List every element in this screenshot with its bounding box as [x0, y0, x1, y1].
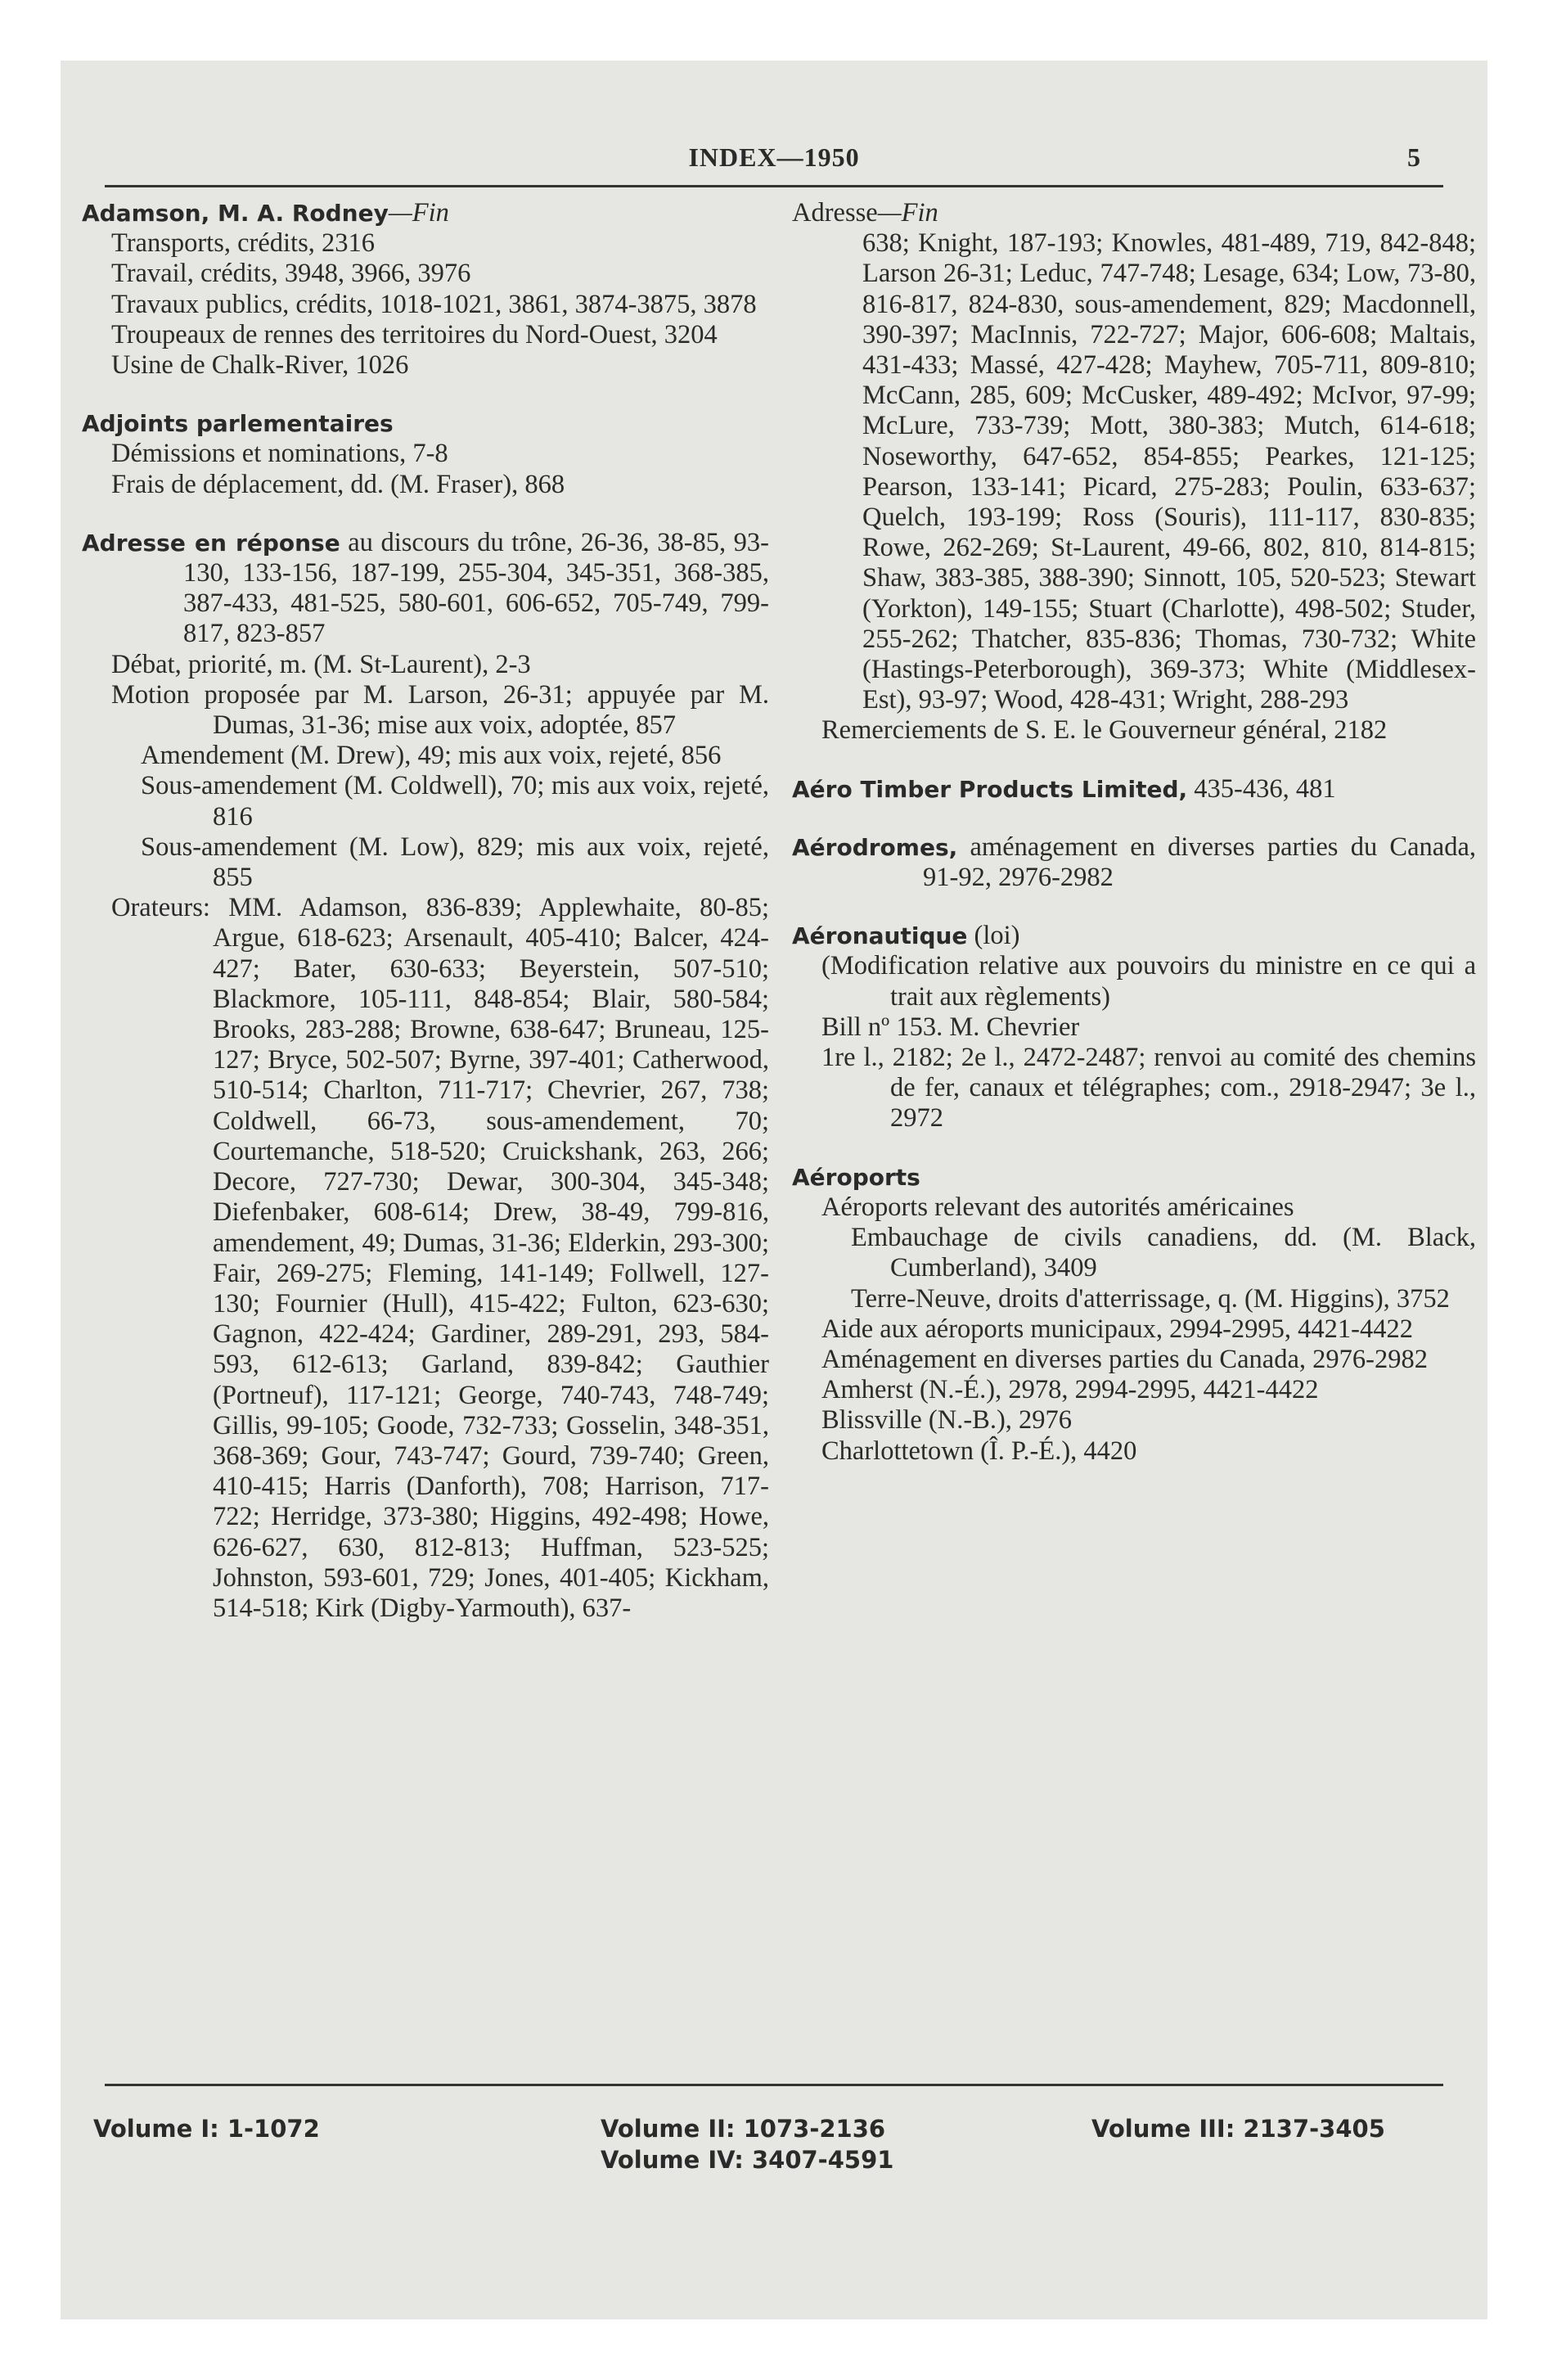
entry-text: (loi): [967, 921, 1020, 951]
index-entry-adamson: [82, 198, 769, 381]
entry-fin: —Fin: [877, 198, 938, 228]
entry-heading: Adresse: [792, 198, 878, 228]
index-page: [61, 61, 1487, 2319]
running-head: INDEX—1950: [688, 142, 860, 172]
sub-entry: Frais de déplacement, dd. (M. Fraser), 868: [111, 469, 565, 499]
sub-entry: Amherst (N.-É.), 2978, 2994-2995, 4421-4422: [821, 1375, 1319, 1405]
sub-entry: Démissions et nominations, 7-8: [111, 439, 448, 469]
index-entry-aeroports: [792, 1162, 1476, 1467]
entry-fin: —Fin: [388, 198, 449, 228]
sub-sub-entry: Terre-Neuve, droits d'atterrissage, q. (M. Higgins), 3752: [851, 1283, 1450, 1314]
index-entry-aero-timber: [792, 774, 1476, 805]
index-entry-adresse-fin: [792, 198, 1476, 746]
entry-text: au discours du trône, 26-36, 38-85, 93-130, 133-156, 187-199, 255-304, 345-351, 368-385, 387-433, 481-525, 580-601, 606-652, 705-749, 799-817, 823-857: [183, 527, 769, 649]
sub-entry: Usine de Chalk-River, 1026: [111, 350, 409, 381]
sub-entry: Transports, crédits, 2316: [111, 228, 375, 259]
sub-entry: Charlottetown (Î. P.-É.), 4420: [821, 1436, 1137, 1466]
entry-text: 435-436, 481: [1187, 773, 1336, 804]
index-entry-adjoints: [82, 408, 769, 500]
sub-entry: (Modification relative aux pouvoirs du ministre en ce qui a trait aux règlements): [821, 951, 1476, 1012]
page-number: 5: [1407, 142, 1420, 172]
orateurs-continued: 638; Knight, 187-193; Knowles, 481-489, 719, 842-848; Larson 26-31; Leduc, 747-748; Lesage, 634; Low, 73-80, 816-817, 824-830, sous-amendement, 829; Macdonnell, 390-397; MacInnis, 722-727; Major, 606-608; Maltais, 431-433; Massé, 427-428; Mayhew, 705-711, 809-810; McCann, 285, 609; McCusker, 489-492; McIvor, 97-99; McLure, 733-739; Mott, 380-383; Mutch, 614-618; Noseworthy, 647-652, 854-855; Pearkes, 121-125; Pearson, 133-141; Picard, 275-283; Poulin, 633-637; Quelch, 193-199; Ross (Souris), 111-117, 830-835; Rowe, 262-269; St-Laurent, 49-66, 802, 810, 814-815; Shaw, 383-385, 388-390; Sinnott, 105, 520-523; Stewart (Yorkton), 149-155; Stuart (Charlotte), 498-502; Studer, 255-262; Thatcher, 835-836; Thomas, 730-732; White (Hastings-Peterborough), 369-373; White (Middlesex-Est), 93-97; Wood, 428-431; Wright, 288-293: [862, 228, 1476, 715]
entry-text: aménagement en diverses parties du Canada, 91-92, 2976-2982: [923, 832, 1476, 893]
sub-sub-entry: Amendement (M. Drew), 49; mis aux voix, rejeté, 856: [141, 741, 722, 771]
entry-heading: Adjoints parlementaires: [82, 410, 394, 438]
volume-range-4: Volume IV: 3407-4591: [601, 2146, 894, 2174]
index-entry-aeronautique: [792, 921, 1476, 1134]
index-entry-adresse: [82, 528, 769, 1624]
entry-heading: Adresse en réponse: [82, 529, 340, 557]
sub-entry: Troupeaux de rennes des territoires du Nord-Ouest, 3204: [111, 319, 718, 349]
sub-sub-entry: Sous-amendement (M. Coldwell), 70; mis aux voix, rejeté, 816: [141, 771, 769, 832]
sub-entry: Motion proposée par M. Larson, 26-31; appuyée par M. Dumas, 31-36; mise aux voix, adoptée, 857: [111, 679, 769, 741]
sub-entry: Bill nº 153. M. Chevrier: [821, 1012, 1080, 1042]
volume-range-1: Volume I: 1-1072: [93, 2115, 320, 2143]
volume-range-3: Volume III: 2137-3405: [1091, 2115, 1385, 2143]
sub-sub-entry: Embauchage de civils canadiens, dd. (M. Black, Cumberland), 3409: [851, 1223, 1476, 1283]
entry-heading: Aéronautique: [792, 922, 968, 950]
sub-entry: Aménagement en diverses parties du Canada, 2976-2982: [821, 1344, 1428, 1374]
entry-heading: Aérodromes,: [792, 833, 958, 861]
sub-entry: Aéroports relevant des autorités américaines: [821, 1192, 1294, 1222]
left-column: [82, 198, 769, 1652]
right-column: [792, 198, 1476, 1494]
volume-range-2: Volume II: 1073-2136: [601, 2115, 886, 2143]
sub-entry: Débat, priorité, m. (M. St-Laurent), 2-3: [111, 649, 531, 679]
footer-rule: [105, 2084, 1443, 2086]
sub-sub-entry: Sous-amendement (M. Low), 829; mis aux voix, rejeté, 855: [141, 832, 769, 893]
header-rule: [105, 185, 1443, 187]
sub-entry: Blissville (N.-B.), 2976: [821, 1405, 1073, 1436]
entry-heading: Adamson, M. A. Rodney: [82, 200, 389, 227]
sub-entry: Travaux publics, crédits, 1018-1021, 3861, 3874-3875, 3878: [111, 289, 757, 319]
index-entry-aerodromes: [792, 832, 1476, 893]
entry-heading: Aéro Timber Products Limited,: [792, 775, 1188, 803]
entry-heading: Aéroports: [792, 1163, 920, 1191]
sub-entry: Remerciements de S. E. le Gouverneur général, 2182: [821, 715, 1388, 746]
sub-entry: Travail, crédits, 3948, 3966, 3976: [111, 259, 471, 289]
sub-entry: 1re l., 2182; 2e l., 2472-2487; renvoi au comité des chemins de fer, canaux et télégraphes; com., 2918-2947; 3e l., 2972: [821, 1043, 1476, 1134]
sub-entry: Aide aux aéroports municipaux, 2994-2995, 4421-4422: [821, 1314, 1413, 1344]
orateurs-list: Orateurs: MM. Adamson, 836-839; Applewhaite, 80-85; Argue, 618-623; Arsenault, 405-410; Balcer, 424-427; Bater, 630-633; Beyerstein, 507-510; Blackmore, 105-111, 848-854; Blair, 580-584; Brooks, 283-288; Browne, 638-647; Bruneau, 125-127; Bryce, 502-507; Byrne, 397-401; Catherwood, 510-514; Charlton, 711-717; Chevrier, 267, 738; Coldwell, 66-73, sous-amendement, 70; Courtemanche, 518-520; Cruickshank, 263, 266; Decore, 727-730; Dewar, 300-304, 345-348; Diefenbaker, 608-614; Drew, 38-49, 799-816, amendement, 49; Dumas, 31-36; Elderkin, 293-300; Fair, 269-275; Fleming, 141-149; Follwell, 127-130; Fournier (Hull), 415-422; Fulton, 623-630; Gagnon, 422-424; Gardiner, 289-291, 293, 584-593, 612-613; Garland, 839-842; Gauthier (Portneuf), 117-121; George, 740-743, 748-749; Gillis, 99-105; Goode, 732-733; Gosselin, 348-351, 368-369; Gour, 743-747; Gourd, 739-740; Green, 410-415; Harris (Danforth), 708; Harrison, 717-722; Herridge, 373-380; Higgins, 492-498; Howe, 626-627, 630, 812-813; Huffman, 523-525; Johnston, 593-601, 729; Jones, 401-405; Kickham, 514-518; Kirk (Digby-Yarmouth), 637-: [111, 893, 769, 1623]
